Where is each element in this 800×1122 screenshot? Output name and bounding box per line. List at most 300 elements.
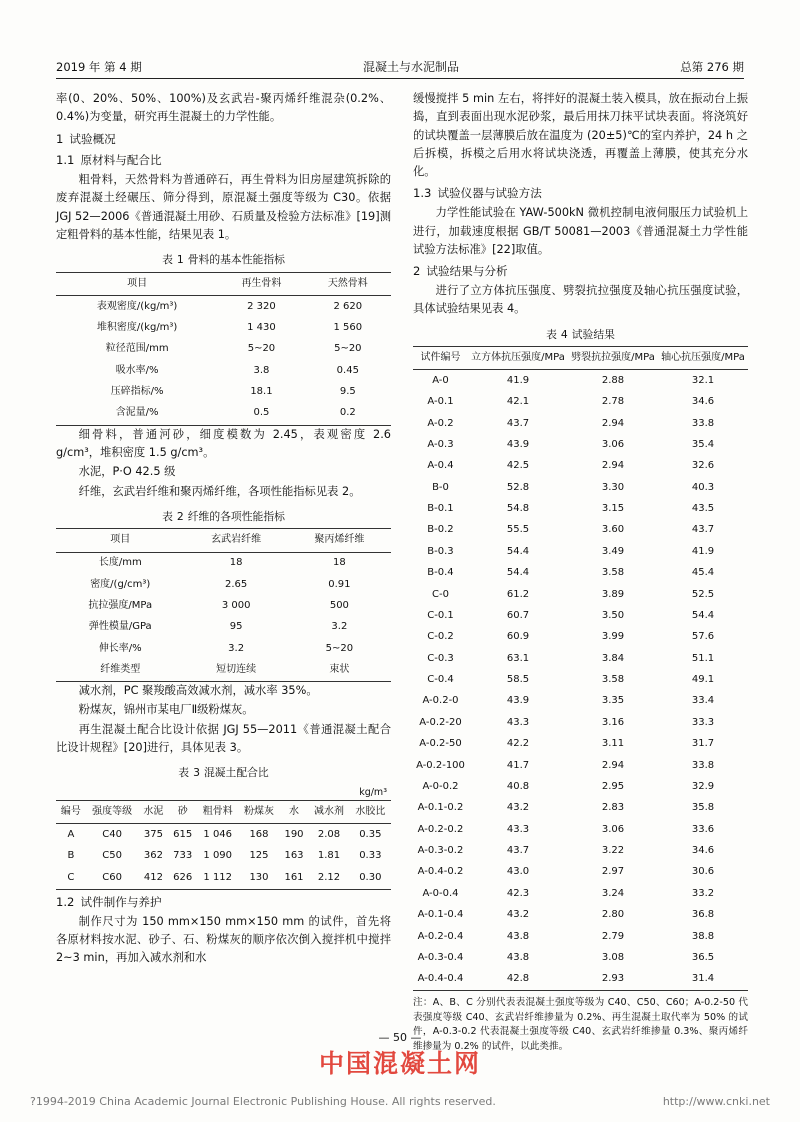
section-number: 1.3 xyxy=(413,186,432,201)
table-column-header: 劈裂抗拉强度/MPa xyxy=(568,347,658,370)
table-caption-label: 表 xyxy=(162,253,173,267)
table-cell: 2.97 xyxy=(601,866,625,878)
table-cell: A-0.4-0.2 xyxy=(417,866,464,878)
table-cell: 弹性模量/GPa xyxy=(88,621,152,633)
table-cell: 63.1 xyxy=(506,652,530,664)
paragraph-fly-ash: 粉煤灰，锦州市某电厂Ⅱ级粉煤灰。 xyxy=(78,703,254,717)
table-row xyxy=(56,296,391,318)
table-cell: 3.60 xyxy=(601,524,625,536)
paragraph-fine-aggregate: 细骨料，普通河砂，细度模数为 2.45，表观密度 2.6 g/cm³，堆积密度 1.5 g/cm³。 xyxy=(56,427,391,459)
table-caption-label: 表 xyxy=(162,509,173,523)
table-cell: 2.95 xyxy=(601,780,625,792)
table-cell: 密度/(g/cm³) xyxy=(90,578,151,590)
table-column-header: 粗骨料 xyxy=(197,801,238,824)
section-number: 2 xyxy=(413,264,421,279)
table-cell: 33.4 xyxy=(691,695,715,707)
table-cell: 52.8 xyxy=(506,481,530,493)
table-cell: 34.6 xyxy=(691,845,715,857)
section-title: 试验结果与分析 xyxy=(426,264,508,279)
table-row xyxy=(413,477,748,498)
table-cell: 3.11 xyxy=(601,738,625,750)
table-cell: 168 xyxy=(249,829,269,841)
table-cell: 163 xyxy=(284,850,304,862)
table-cell: 3.58 xyxy=(601,567,625,579)
paragraph-cement: 水泥，P·O 42.5 级 xyxy=(78,465,176,479)
table-row xyxy=(413,755,748,776)
table-4-caption xyxy=(413,326,748,343)
table-cell: A-0.2-0.4 xyxy=(417,930,464,942)
table-caption-label: 表 xyxy=(178,766,190,780)
table-cell: C xyxy=(67,871,75,883)
table-cell: 2.94 xyxy=(601,759,625,771)
table-cell: 52.5 xyxy=(691,588,715,600)
section-title: 试验仪器与试验方法 xyxy=(437,186,542,201)
table-row xyxy=(56,552,391,574)
table-cell: C40 xyxy=(102,829,123,841)
table-cell: 压碎指标/% xyxy=(110,386,164,398)
table-cell: 5~20 xyxy=(334,343,362,355)
table-row xyxy=(413,798,748,819)
table-cell: 130 xyxy=(249,871,269,883)
table-cell: 3.35 xyxy=(601,695,625,707)
table-column-header: 编号 xyxy=(56,801,86,824)
table-cell: 43.3 xyxy=(506,823,530,835)
table-caption-title: 骨料的基本性能指标 xyxy=(187,253,285,267)
table-cell: 含泥量/% xyxy=(115,407,159,419)
table-cell: 抗拉强度/MPa xyxy=(88,599,153,611)
table-cell: 125 xyxy=(249,850,269,862)
section-title: 试件制作与养护 xyxy=(80,894,162,909)
table-cell: 0.45 xyxy=(336,364,359,376)
table-cell: B-0.2 xyxy=(427,524,454,536)
table-column-header: 立方体抗压强度/MPa xyxy=(468,347,568,370)
table-row xyxy=(413,392,748,413)
section-heading-1 xyxy=(56,130,391,149)
table-cell: A-0.2 xyxy=(427,417,454,429)
table-1-caption xyxy=(56,251,391,268)
table-row xyxy=(413,776,748,797)
left-column xyxy=(56,90,391,1022)
table-column-header: 再生骨料 xyxy=(218,272,304,295)
table-column-header: 砂 xyxy=(168,801,197,824)
table-cell: 43.7 xyxy=(506,845,530,857)
table-cell: 35.4 xyxy=(691,438,715,450)
table-cell: 3.08 xyxy=(601,951,625,963)
table-row xyxy=(413,926,748,947)
table-cell: B-0.1 xyxy=(427,503,454,515)
table-cell: 30.6 xyxy=(691,866,715,878)
section-number: 1.2 xyxy=(56,894,75,909)
table-row xyxy=(56,595,391,616)
table-3-caption xyxy=(56,764,391,781)
table-column-header: 聚丙烯纤维 xyxy=(288,529,391,552)
table-test-results xyxy=(413,346,748,991)
table-cell: 57.6 xyxy=(691,631,715,643)
table-column-header: 玄武岩纤维 xyxy=(185,529,288,552)
table-row xyxy=(413,883,748,904)
table-cell: 61.2 xyxy=(506,588,530,600)
table-cell: A-0.1-0.2 xyxy=(417,802,464,814)
table-cell: 18.1 xyxy=(250,386,273,398)
table-cell: 3.16 xyxy=(601,716,625,728)
table-header-row xyxy=(413,347,748,370)
table-cell: 2.12 xyxy=(317,871,341,883)
table-cell: 3.89 xyxy=(601,588,625,600)
table-cell: 500 xyxy=(329,599,349,611)
table-caption-number: 4 xyxy=(560,327,568,341)
table-cell: 2.78 xyxy=(601,396,625,408)
table-2-caption xyxy=(56,508,391,525)
table-row xyxy=(413,456,748,477)
table-row xyxy=(413,627,748,648)
table-cell: 40.3 xyxy=(691,481,715,493)
table-cell: C-0.1 xyxy=(427,609,454,621)
section-heading-1-2 xyxy=(56,893,391,912)
table-column-header: 粉煤灰 xyxy=(238,801,279,824)
table-cell: 2.93 xyxy=(601,973,625,985)
footer-copyright: ?1994-2019 China Academic Journal Electronic Publishing House. All rights reserved. xyxy=(30,1095,496,1108)
section-title: 试验概况 xyxy=(69,131,116,146)
table-row xyxy=(413,541,748,562)
table-cell: 2.83 xyxy=(601,802,625,814)
table-row xyxy=(56,617,391,638)
table-row xyxy=(413,434,748,455)
table-cell: 190 xyxy=(284,829,304,841)
table-cell: C-0.2 xyxy=(427,631,454,643)
page-footer xyxy=(30,1095,770,1108)
page-number: — 50 — xyxy=(378,1031,422,1044)
paragraph-mix-design: 再生混凝土配合比设计依据 JGJ 55—2011《普通混凝土配合比设计规程》[20]进行，具体见表 3。 xyxy=(56,722,391,755)
table-cell: A-0.3-0.4 xyxy=(417,951,464,963)
table-cell: A-0.2-50 xyxy=(419,738,462,750)
table-cell: 375 xyxy=(143,829,163,841)
header-journal-title: 混凝土与水泥制品 xyxy=(362,60,459,74)
table-cell: 40.8 xyxy=(506,780,530,792)
header-issue: 2019 年 第 4 期 xyxy=(56,60,142,74)
table-cell: 3.24 xyxy=(601,887,625,899)
table-cell: 31.4 xyxy=(691,973,715,985)
two-column-body xyxy=(56,90,748,1052)
table-row xyxy=(413,498,748,519)
table-cell: 43.0 xyxy=(506,866,530,878)
header-total-issue: 总第 276 期 xyxy=(680,60,744,74)
table-row xyxy=(413,734,748,755)
table-cell: 1 090 xyxy=(203,850,233,862)
table-header-row xyxy=(56,529,391,552)
table-cell: 0.30 xyxy=(359,871,382,883)
table-cell: 3.8 xyxy=(253,364,270,376)
table-row xyxy=(56,846,391,867)
table-cell: 32.6 xyxy=(691,460,715,472)
watermark: 中国混凝土网 xyxy=(318,1049,481,1078)
table-cell: 35.8 xyxy=(691,802,715,814)
table-cell: A-0.1-0.4 xyxy=(417,909,464,921)
table-cell: B-0.3 xyxy=(427,545,454,557)
section-number: 1 xyxy=(56,131,64,146)
table-cell: 54.4 xyxy=(506,545,530,557)
table-cell: 615 xyxy=(173,829,193,841)
table-cell: 2.79 xyxy=(601,930,625,942)
table-cell: 45.4 xyxy=(691,567,715,579)
table-cell: 42.3 xyxy=(506,887,530,899)
table-cell: 41.9 xyxy=(506,374,530,386)
table-cell: 9.5 xyxy=(339,386,356,398)
table-3-unit: kg/m³ xyxy=(359,786,387,798)
table-cell: 31.7 xyxy=(691,738,715,750)
table-cell: 3.58 xyxy=(601,674,625,686)
table-row xyxy=(413,691,748,712)
table-cell: 33.8 xyxy=(691,759,715,771)
table-cell: 2 620 xyxy=(333,300,363,312)
table-cell: 43.8 xyxy=(506,951,530,963)
table-aggregate-properties xyxy=(56,272,391,426)
table-cell: 1.81 xyxy=(317,850,341,862)
table-cell: 36.8 xyxy=(691,909,715,921)
table-cell: 纤维类型 xyxy=(100,664,141,675)
table-cell: 表观密度/(kg/m³) xyxy=(96,300,178,312)
table-cell: 2.94 xyxy=(601,417,625,429)
table-row xyxy=(56,403,391,425)
table-row xyxy=(56,824,391,846)
table-caption-label: 表 xyxy=(546,327,557,341)
table-row xyxy=(56,339,391,360)
table-row xyxy=(56,317,391,338)
table-cell: 32.1 xyxy=(691,374,715,386)
table-column-header: 项目 xyxy=(56,272,218,295)
table-row xyxy=(56,574,391,595)
table-row xyxy=(413,584,748,605)
table-cell: C-0 xyxy=(432,588,449,600)
table-cell: 1 112 xyxy=(203,871,233,883)
header-rule xyxy=(56,78,744,79)
table-cell: 41.9 xyxy=(691,545,715,557)
table-cell: 3.50 xyxy=(601,609,625,621)
table-cell: 0.2 xyxy=(339,407,356,419)
table-cell: A-0.2-100 xyxy=(416,759,465,771)
table-row xyxy=(56,382,391,403)
table-caption-title: 混凝土配合比 xyxy=(203,766,269,780)
table-cell: 2.80 xyxy=(601,909,625,921)
table-row xyxy=(413,563,748,584)
table-column-header: 水 xyxy=(280,801,309,824)
table-cell: 362 xyxy=(143,850,163,862)
table-cell: A-0 xyxy=(432,374,449,386)
table-cell: 412 xyxy=(143,871,163,883)
table-row xyxy=(413,669,748,690)
table-cell: A-0-0.4 xyxy=(422,887,459,899)
table-cell: 0.91 xyxy=(328,578,351,590)
table-cell: 3.99 xyxy=(601,631,625,643)
table-column-header: 水泥 xyxy=(139,801,169,824)
table-column-header: 轴心抗压强度/MPa xyxy=(658,347,748,370)
table-cell: 42.5 xyxy=(506,460,530,472)
table-cell: 33.2 xyxy=(691,887,715,899)
table-cell: 1 560 xyxy=(333,321,363,333)
table-cell: 3.06 xyxy=(601,823,625,835)
table-cell: 5~20 xyxy=(247,343,276,355)
table-cell: 43.5 xyxy=(691,503,715,515)
table-header-row xyxy=(56,801,391,824)
table-row xyxy=(413,819,748,840)
table-cell: A-0.2-0.2 xyxy=(417,823,464,835)
table-cell: 60.9 xyxy=(506,631,530,643)
table-caption-number: 2 xyxy=(176,509,184,523)
table-cell: 626 xyxy=(173,871,193,883)
table-cell: 33.8 xyxy=(691,417,715,429)
table-column-header: 强度等级 xyxy=(86,801,139,824)
table-cell: B xyxy=(67,850,75,862)
table-cell: 3.15 xyxy=(601,503,625,515)
table-4-note: 注：A、B、C 分别代表表混凝土强度等级为 C40、C50、C60；A-0.2-50 代表强度等级 C40、玄武岩纤维掺量为 0.2%、再生混凝土取代率为 50% 的试件，A-0.3-0.2 代表混凝土强度等级 C40、玄武岩纤维掺量 0.3%、聚丙烯纤维掺量为 0.2% 的试件，以此类推。 xyxy=(413,997,748,1052)
table-row xyxy=(413,947,748,968)
table-cell: 42.1 xyxy=(506,396,530,408)
table-cell: B-0.4 xyxy=(427,567,454,579)
table-cell: 18 xyxy=(229,557,243,569)
table-cell: 长度/mm xyxy=(98,557,142,569)
table-cell: 43.2 xyxy=(506,802,530,814)
table-row xyxy=(56,638,391,659)
table-cell: 伸长率/% xyxy=(98,642,142,654)
table-cell: A-0-0.2 xyxy=(422,780,459,792)
table-row xyxy=(413,370,748,392)
table-cell: C60 xyxy=(102,871,123,883)
table-cell: 2 320 xyxy=(247,300,276,312)
table-cell: 36.5 xyxy=(691,951,715,963)
section-heading-2 xyxy=(413,262,748,281)
table-cell: 54.4 xyxy=(506,567,530,579)
table-cell: 42.2 xyxy=(506,738,530,750)
table-cell: 3.84 xyxy=(601,652,625,664)
table-cell: 2.88 xyxy=(601,374,625,386)
table-cell: A-0.3-0.2 xyxy=(417,845,464,857)
paragraph-coarse-aggregate: 粗骨料，天然骨料为普通碎石，再生骨料为旧房屋建筑拆除的废弃混凝土经碾压、筛分得到，原混凝土强度等级为 C30。依据 JGJ 52—2006《普通混凝土用砂、石质量及检验方法标准》[19]测定粗骨料的基本性能，结果见表 1。 xyxy=(56,173,391,242)
table-row xyxy=(56,659,391,681)
table-cell: 束状 xyxy=(329,664,350,675)
table-cell: 42.8 xyxy=(506,973,530,985)
table-column-header: 天然骨料 xyxy=(305,272,391,295)
table-caption-title: 试验结果 xyxy=(571,327,615,341)
table-cell: B-0 xyxy=(432,481,449,493)
table-cell: 3 000 xyxy=(221,599,251,611)
paragraph-mixing-curing: 缓慢搅拌 5 min 左右，将拌好的混凝土装入模具，放在振动台上振捣，直到表面出现水泥砂浆，最后用抹刀抹平试块表面。将浇筑好的试块覆盖一层薄膜后放在温度为 (20±5)℃的室内养护，24 h 之后拆模，拆模之后用水将试块浇透，再覆盖上薄膜，使其充分水化。 xyxy=(413,92,748,179)
paragraph-fiber: 纤维，玄武岩纤维和聚丙烯纤维，各项性能指标见表 2。 xyxy=(78,484,361,498)
table-row xyxy=(413,840,748,861)
table-cell: 1 430 xyxy=(247,321,276,333)
paragraph-water-reducer: 减水剂，PC 聚羧酸高效减水剂，减水率 35%。 xyxy=(78,684,318,698)
table-cell: 34.6 xyxy=(691,396,715,408)
table-cell: 2.94 xyxy=(601,460,625,472)
table-cell: 43.9 xyxy=(506,695,530,707)
section-heading-1-3 xyxy=(413,184,748,203)
table-cell: A-0.2-0 xyxy=(422,695,459,707)
table-cell: 0.35 xyxy=(359,829,382,841)
table-cell: 43.2 xyxy=(506,909,530,921)
paragraph-specimen-preparation: 制作尺寸为 150 mm×150 mm×150 mm 的试件，首先将各原材料按水泥、砂子、石、粉煤灰的顺序依次倒入搅拌机中搅拌 2~3 min，再加入减水剂和水 xyxy=(56,914,391,965)
table-cell: 1 046 xyxy=(203,829,233,841)
table-cell: C-0.3 xyxy=(427,652,454,664)
table-column-header: 试件编号 xyxy=(413,347,468,370)
paragraph-test-results-intro: 进行了立方体抗压强度、劈裂抗拉强度及轴心抗压强度试验，具体试验结果见表 4。 xyxy=(413,283,748,316)
table-column-header: 减水剂 xyxy=(308,801,349,824)
table-cell: 38.8 xyxy=(691,930,715,942)
table-cell: 吸水率/% xyxy=(115,364,159,376)
table-cell: 18 xyxy=(333,557,346,569)
table-cell: 733 xyxy=(173,850,193,862)
table-row xyxy=(413,605,748,626)
table-cell: 95 xyxy=(229,621,243,633)
right-column xyxy=(413,90,748,1052)
footer-url: http://www.cnki.net xyxy=(662,1095,770,1108)
table-fiber-properties xyxy=(56,528,391,682)
table-cell: 54.4 xyxy=(691,609,715,621)
table-row xyxy=(413,413,748,434)
table-cell: 0.5 xyxy=(253,407,270,419)
table-column-header: 项目 xyxy=(56,529,185,552)
table-mix-proportions xyxy=(56,800,391,890)
table-cell: 41.7 xyxy=(506,759,530,771)
table-column-header: 水胶比 xyxy=(350,801,391,824)
table-row xyxy=(413,712,748,733)
table-cell: 堆积密度/(kg/m³) xyxy=(96,321,178,333)
table-cell: 33.3 xyxy=(691,716,715,728)
table-cell: 58.5 xyxy=(506,674,530,686)
section-number: 1.1 xyxy=(56,153,75,168)
table-cell: 2.08 xyxy=(317,829,341,841)
table-cell: A xyxy=(67,829,75,841)
table-cell: 51.1 xyxy=(691,652,715,664)
table-cell: 3.2 xyxy=(228,642,245,654)
table-cell: 49.1 xyxy=(691,674,715,686)
table-cell: 2.65 xyxy=(225,578,248,590)
table-cell: 3.06 xyxy=(601,438,625,450)
section-title: 原材料与配合比 xyxy=(80,153,162,168)
table-cell: 3.2 xyxy=(331,621,348,633)
table-row xyxy=(56,360,391,381)
table-cell: 55.5 xyxy=(506,524,530,536)
table-cell: 短切连续 xyxy=(216,664,257,675)
table-row xyxy=(413,969,748,991)
table-cell: 43.7 xyxy=(691,524,715,536)
table-cell: 32.9 xyxy=(691,780,715,792)
paragraph-test-equipment: 力学性能试验在 YAW-500kN 微机控制电液伺服压力试验机上进行，加载速度根据 GB/T 50081—2003《普通混凝土力学性能试验方法标准》[22]取值。 xyxy=(413,206,748,256)
table-cell: 60.7 xyxy=(506,609,530,621)
paragraph-variables: 率(0、20%、50%、100%)及玄武岩-聚丙烯纤维混杂(0.2%、0.4%)为变量，研究再生混凝土的力学性能。 xyxy=(56,92,391,124)
table-cell: 3.30 xyxy=(601,481,625,493)
table-cell: A-0.4-0.4 xyxy=(417,973,464,985)
table-cell: 43.9 xyxy=(506,438,530,450)
table-row xyxy=(413,862,748,883)
table-cell: 0.33 xyxy=(359,850,382,862)
table-cell: 161 xyxy=(284,871,304,883)
table-row xyxy=(413,520,748,541)
table-row xyxy=(413,648,748,669)
table-row xyxy=(56,867,391,889)
table-caption-number: 1 xyxy=(176,253,184,267)
table-cell: 43.7 xyxy=(506,417,530,429)
table-cell: 3.22 xyxy=(601,845,625,857)
table-row xyxy=(413,905,748,926)
table-cell: A-0.4 xyxy=(427,460,454,472)
table-cell: 43.8 xyxy=(506,930,530,942)
table-cell: 43.3 xyxy=(506,716,530,728)
page-header xyxy=(56,58,744,75)
table-caption-number: 3 xyxy=(193,766,200,780)
table-cell: A-0.3 xyxy=(427,438,454,450)
table-cell: 3.49 xyxy=(601,545,625,557)
table-header-row xyxy=(56,272,391,295)
table-cell: 粒径范围/mm xyxy=(105,343,169,355)
table-caption-title: 纤维的各项性能指标 xyxy=(187,509,285,523)
